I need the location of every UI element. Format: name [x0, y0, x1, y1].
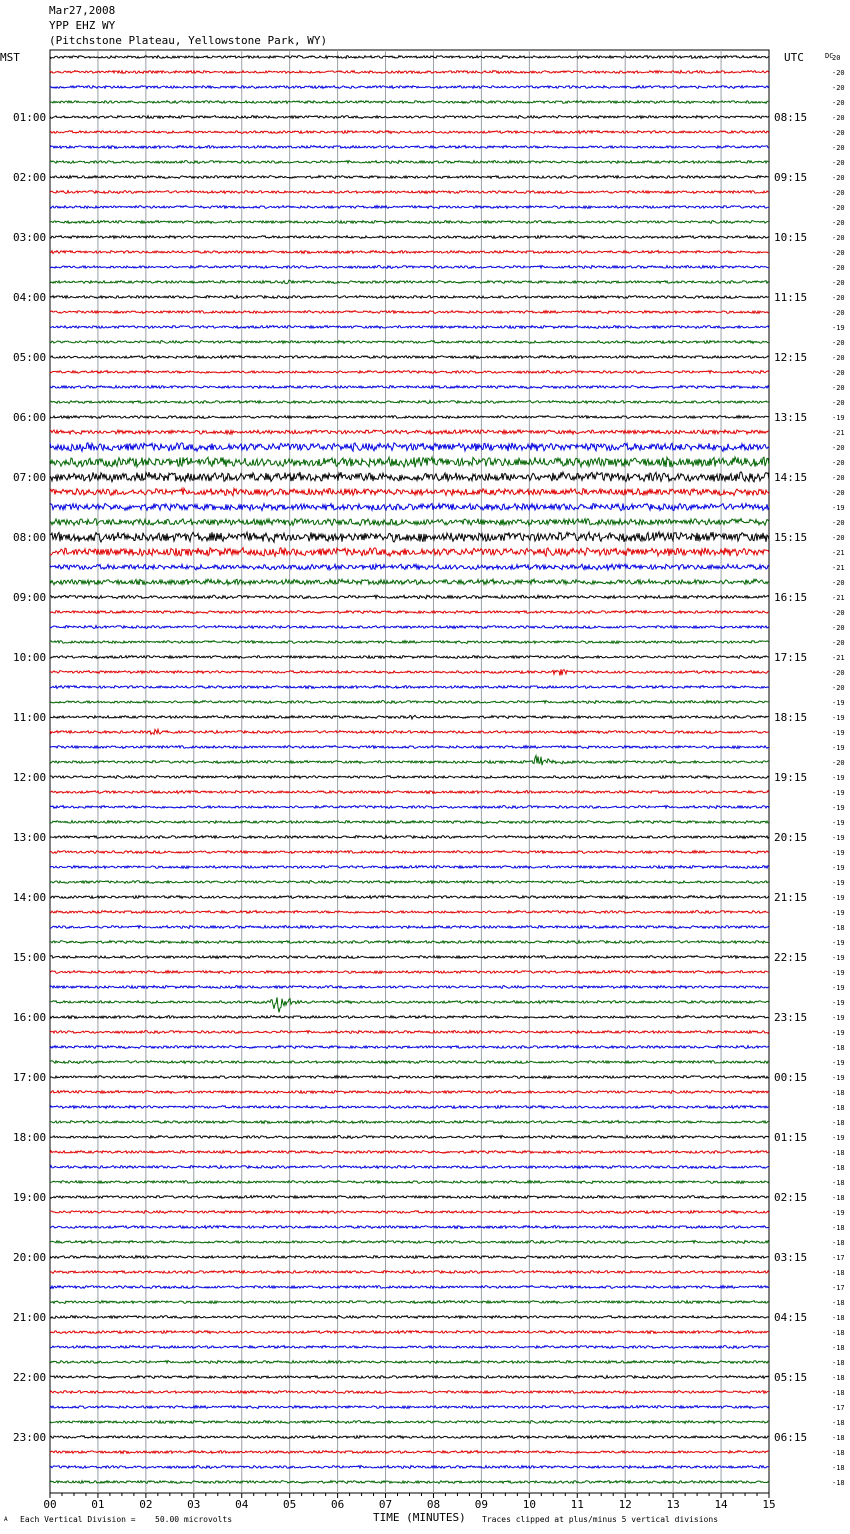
utc-hour-label: 22:15: [774, 951, 808, 964]
dc-offset-value: -18: [832, 1224, 845, 1232]
dc-offset-value: -19: [832, 849, 845, 857]
trace-line: [50, 821, 769, 824]
trace-line: [50, 1286, 769, 1289]
trace-line: [50, 296, 769, 299]
dc-offset-value: -19: [832, 969, 845, 977]
dc-offset-value: -19: [832, 324, 845, 332]
dc-offset-value: -20: [832, 339, 845, 347]
trace-line: [50, 1481, 769, 1484]
dc-offset-value: -20: [832, 474, 845, 482]
dc-offset-value: -20: [832, 579, 845, 587]
utc-hour-label: 04:15: [774, 1311, 808, 1324]
trace-line: [50, 1031, 769, 1034]
dc-offset-value: -19: [832, 834, 845, 842]
trace-line: [50, 1406, 769, 1409]
dc-offset-value: -19: [832, 894, 845, 902]
x-tick-label: 04: [235, 1498, 249, 1511]
dc-offset-value: -19: [832, 954, 845, 962]
dc-offset-value: -20: [832, 129, 845, 137]
dc-offset-value: -20: [832, 99, 845, 107]
dc-offset-value: -20: [832, 384, 845, 392]
mst-hour-label: 23:00: [13, 1431, 47, 1444]
dc-offset-value: -20: [832, 84, 845, 92]
trace-line: [50, 1391, 769, 1394]
dc-offset-value: -18: [832, 1464, 845, 1472]
trace-line: [50, 756, 769, 766]
utc-hour-label: 05:15: [774, 1371, 808, 1384]
trace-line: [50, 1421, 769, 1424]
dc-offset-value: -17: [832, 1284, 845, 1292]
utc-hour-label: 17:15: [774, 651, 808, 664]
trace-line: [50, 564, 769, 570]
utc-hour-label: 21:15: [774, 891, 808, 904]
dc-offset-value: -19: [832, 984, 845, 992]
trace-line: [50, 1346, 769, 1349]
dc-offset-value: -21: [832, 564, 845, 572]
x-tick-label: 02: [139, 1498, 153, 1511]
corner-mark: A: [4, 1516, 8, 1523]
dc-offset-value: -18: [832, 1149, 845, 1157]
dc-offset-value: -17: [832, 1254, 845, 1262]
dc-offset-value: -19: [832, 1059, 845, 1067]
dc-offset-value: -20: [832, 609, 845, 617]
header-date: Mar27,2008: [49, 4, 116, 17]
dc-offset-value: -18: [832, 1239, 845, 1247]
utc-hour-label: 14:15: [774, 471, 808, 484]
mst-hour-label: 15:00: [13, 951, 47, 964]
clip-note: Traces clipped at plus/minus 5 vertical divisions: [482, 1515, 719, 1524]
trace-line: [50, 729, 769, 734]
trace-line: [50, 1211, 769, 1214]
dc-offset-value: -20: [832, 639, 845, 647]
trace-line: [50, 1271, 769, 1274]
dc-offset-value: -20: [832, 144, 845, 152]
utc-hour-label: 09:15: [774, 171, 808, 184]
trace-line: [50, 1256, 769, 1259]
x-tick-label: 09: [474, 1498, 489, 1511]
dc-offset-value: -18: [832, 1374, 845, 1382]
trace-line: [50, 911, 769, 914]
utc-hour-label: 03:15: [774, 1251, 808, 1264]
dc-offset-value: -19: [832, 804, 845, 812]
dc-offset-value: -19: [832, 414, 845, 422]
mst-axis-label: MST: [0, 51, 20, 64]
trace-line: [50, 311, 769, 314]
trace-line: [50, 881, 769, 884]
trace-line: [50, 1376, 769, 1379]
mst-hour-label: 11:00: [13, 711, 47, 724]
mst-hour-label: 13:00: [13, 831, 47, 844]
dc-offset-value: -21: [832, 549, 845, 557]
trace-line: [50, 1061, 769, 1064]
trace-line: [50, 221, 769, 224]
trace-line: [50, 206, 769, 209]
x-tick-label: 00: [43, 1498, 57, 1511]
mst-hour-label: 01:00: [13, 111, 47, 124]
trace-line: [50, 457, 769, 467]
dc-offset-value: -19: [832, 789, 845, 797]
mst-hour-label: 07:00: [13, 471, 47, 484]
x-tick-label: 12: [618, 1498, 632, 1511]
dc-offset-value: -18: [832, 1194, 845, 1202]
mst-hour-label: 18:00: [13, 1131, 47, 1144]
trace-line: [50, 971, 769, 974]
dc-offset-value: -19: [832, 729, 845, 737]
trace-line: [50, 1451, 769, 1454]
mst-hour-label: 20:00: [13, 1251, 47, 1264]
dc-offset-value: -20: [832, 354, 845, 362]
mst-hour-label: 19:00: [13, 1191, 47, 1204]
trace-line: [50, 443, 769, 452]
trace-line: [50, 1196, 769, 1199]
trace-line: [50, 776, 769, 779]
utc-hour-label: 18:15: [774, 711, 808, 724]
trace-line: [50, 806, 769, 809]
scale-value: 50.00 microvolts: [155, 1515, 233, 1524]
dc-offset-value: -20: [832, 309, 845, 317]
mst-hour-label: 16:00: [13, 1011, 47, 1024]
dc-offset-value: -18: [832, 1434, 845, 1442]
dc-offset-value: -20: [832, 444, 845, 452]
utc-hour-label: 15:15: [774, 531, 808, 544]
trace-line: [50, 371, 769, 374]
dc-offset-value: -19: [832, 999, 845, 1007]
utc-hour-label: 20:15: [774, 831, 808, 844]
x-axis-title: TIME (MINUTES): [373, 1511, 466, 1524]
trace-line: [50, 386, 769, 389]
trace-line: [50, 746, 769, 749]
trace-line: [50, 1136, 769, 1139]
dc-offset-value: -20: [832, 264, 845, 272]
trace-line: [50, 656, 769, 659]
mst-hour-label: 06:00: [13, 411, 47, 424]
trace-line: [50, 548, 769, 557]
trace-line: [50, 1016, 769, 1019]
dc-offset-value: -18: [832, 1329, 845, 1337]
trace-line: [50, 611, 769, 614]
trace-line: [50, 1361, 769, 1364]
trace-line: [50, 579, 769, 585]
trace-line: [50, 626, 769, 629]
dc-offset-value: -18: [832, 1359, 845, 1367]
dc-offset-value: -20: [832, 369, 845, 377]
dc-offset-value: -18: [832, 1119, 845, 1127]
dc-offset-value: -20: [832, 399, 845, 407]
trace-line: [50, 956, 769, 959]
trace-line: [50, 926, 769, 929]
dc-offset-value: -18: [832, 1179, 845, 1187]
x-tick-label: 10: [522, 1498, 536, 1511]
dc-offset-value: -21: [832, 594, 845, 602]
trace-line: [50, 504, 769, 511]
dc-offset-value: -19: [832, 504, 845, 512]
dc-offset-value: -18: [832, 1314, 845, 1322]
utc-hour-label: 11:15: [774, 291, 808, 304]
dc-offset-value: -20: [832, 294, 845, 302]
utc-hour-label: 01:15: [774, 1131, 808, 1144]
trace-line: [50, 236, 769, 239]
trace-line: [50, 161, 769, 164]
trace-line: [50, 1241, 769, 1244]
dc-offset-value: -19: [832, 1029, 845, 1037]
x-tick-label: 06: [330, 1498, 345, 1511]
trace-line: [50, 791, 769, 794]
dc-offset-value: -19: [832, 1134, 845, 1142]
dc-offset-value: -20: [832, 219, 845, 227]
trace-line: [50, 715, 769, 719]
trace-line: [50, 1226, 769, 1229]
utc-hour-label: 23:15: [774, 1011, 808, 1024]
dc-offset-value: -20: [832, 519, 845, 527]
x-tick-label: 13: [666, 1498, 680, 1511]
dc-offset-value: -18: [832, 1044, 845, 1052]
trace-line: [50, 1181, 769, 1184]
dc-offset-value: -18: [832, 1089, 845, 1097]
trace-line: [50, 851, 769, 854]
dc-offset-value: -19: [832, 699, 845, 707]
trace-line: [50, 1151, 769, 1154]
trace-line: [50, 1331, 769, 1334]
dc-offset-value: -21: [832, 429, 845, 437]
trace-line: [50, 430, 769, 434]
dc-offset-value: -18: [832, 1164, 845, 1172]
header-station: YPP EHZ WY: [49, 19, 116, 32]
x-tick-label: 05: [283, 1498, 297, 1511]
trace-line: [50, 401, 769, 404]
mst-hour-label: 09:00: [13, 591, 47, 604]
x-tick-label: 01: [91, 1498, 105, 1511]
mst-hour-label: 17:00: [13, 1071, 47, 1084]
trace-line: [50, 251, 769, 254]
trace-line: [50, 191, 769, 194]
utc-hour-label: 08:15: [774, 111, 808, 124]
dc-offset-value: -20: [832, 489, 845, 497]
trace-line: [50, 641, 769, 644]
trace-line: [50, 997, 769, 1012]
header-location: (Pitchstone Plateau, Yellowstone Park, WY): [49, 34, 328, 47]
dc-offset-value: -18: [832, 1389, 845, 1397]
trace-line: [50, 356, 769, 359]
dc-offset-value: -19: [832, 1074, 845, 1082]
trace-line: [50, 326, 769, 329]
trace-line: [50, 488, 769, 495]
mst-hour-label: 12:00: [13, 771, 47, 784]
x-tick-label: 08: [426, 1498, 441, 1511]
dc-offset-value: -17: [832, 1404, 845, 1412]
mst-hour-label: 08:00: [13, 531, 47, 544]
dc-offset-value: -20: [832, 204, 845, 212]
dc-offset-value: -20: [832, 534, 845, 542]
utc-hour-label: 19:15: [774, 771, 808, 784]
dc-offset-value: -19: [832, 939, 845, 947]
dc-offset-value: -19: [832, 864, 845, 872]
utc-hour-label: 16:15: [774, 591, 808, 604]
trace-line: [50, 131, 769, 134]
dc-offset-value: -20: [832, 114, 845, 122]
trace-line: [50, 595, 769, 599]
dc-label: DC: [825, 52, 834, 60]
trace-line: [50, 686, 769, 689]
trace-line: [50, 280, 769, 284]
mst-hour-label: 14:00: [13, 891, 47, 904]
trace-line: [50, 146, 769, 149]
trace-line: [50, 1301, 769, 1304]
trace-line: [50, 116, 769, 119]
trace-line: [50, 866, 769, 869]
trace-line: [50, 896, 769, 899]
trace-line: [50, 1316, 769, 1319]
x-tick-label: 11: [570, 1498, 584, 1511]
dc-offset-value: -20: [832, 684, 845, 692]
dc-offset-value: -18: [832, 1299, 845, 1307]
trace-line: [50, 86, 769, 89]
dc-offset-value: -19: [832, 819, 845, 827]
dc-offset-value: 20: [832, 54, 841, 62]
mst-hour-label: 02:00: [13, 171, 47, 184]
utc-hour-label: 13:15: [774, 411, 808, 424]
mst-hour-label: 05:00: [13, 351, 47, 364]
dc-offset-value: -20: [832, 69, 845, 77]
utc-hour-label: 02:15: [774, 1191, 808, 1204]
dc-offset-value: -19: [832, 909, 845, 917]
trace-line: [50, 472, 769, 482]
dc-offset-value: -19: [832, 744, 845, 752]
trace-line: [50, 1046, 769, 1049]
dc-offset-value: -20: [832, 669, 845, 677]
dc-offset-value: -20: [832, 234, 845, 242]
trace-line: [50, 341, 769, 344]
trace-line: [50, 941, 769, 944]
trace-line: [50, 1091, 769, 1094]
dc-offset-value: -21: [832, 654, 845, 662]
dc-offset-value: -20: [832, 459, 845, 467]
dc-offset-value: -18: [832, 1104, 845, 1112]
trace-line: [50, 669, 769, 675]
trace-line: [50, 836, 769, 839]
trace-line: [50, 101, 769, 104]
trace-line: [50, 416, 769, 419]
utc-hour-label: 00:15: [774, 1071, 808, 1084]
utc-hour-label: 10:15: [774, 231, 808, 244]
trace-line: [50, 1166, 769, 1169]
utc-hour-label: 12:15: [774, 351, 808, 364]
dc-offset-value: -18: [832, 1269, 845, 1277]
scale-prefix: Each Vertical Division =: [20, 1515, 136, 1524]
mst-hour-label: 22:00: [13, 1371, 47, 1384]
dc-offset-value: -18: [832, 924, 845, 932]
dc-offset-value: -20: [832, 159, 845, 167]
trace-line: [50, 266, 769, 269]
dc-offset-value: -19: [832, 1209, 845, 1217]
trace-line: [50, 1121, 769, 1124]
utc-hour-label: 06:15: [774, 1431, 808, 1444]
trace-line: [50, 986, 769, 989]
trace-line: [50, 701, 769, 704]
trace-line: [50, 56, 769, 59]
dc-offset-value: -18: [832, 1449, 845, 1457]
dc-offset-value: -18: [832, 1419, 845, 1427]
x-tick-label: 03: [187, 1498, 201, 1511]
mst-hour-label: 03:00: [13, 231, 47, 244]
trace-line: [50, 1466, 769, 1469]
dc-offset-value: -18: [832, 1479, 845, 1487]
dc-offset-value: -20: [832, 174, 845, 182]
dc-offset-value: -18: [832, 1344, 845, 1352]
mst-hour-label: 04:00: [13, 291, 47, 304]
x-tick-label: 15: [762, 1498, 776, 1511]
dc-offset-value: -20: [832, 759, 845, 767]
dc-offset-value: -20: [832, 279, 845, 287]
x-tick-label: 14: [714, 1498, 728, 1511]
trace-line: [50, 71, 769, 74]
trace-line: [50, 1106, 769, 1109]
dc-offset-value: -19: [832, 879, 845, 887]
trace-line: [50, 519, 769, 526]
dc-offset-value: -19: [832, 1014, 845, 1022]
dc-offset-value: -19: [832, 714, 845, 722]
dc-offset-value: -20: [832, 624, 845, 632]
dc-offset-value: -20: [832, 249, 845, 257]
dc-offset-value: -19: [832, 774, 845, 782]
mst-hour-label: 21:00: [13, 1311, 47, 1324]
mst-hour-label: 10:00: [13, 651, 47, 664]
dc-offset-value: -20: [832, 189, 845, 197]
trace-line: [50, 532, 769, 542]
trace-line: [50, 1436, 769, 1439]
trace-line: [50, 176, 769, 179]
x-tick-label: 07: [378, 1498, 393, 1511]
trace-line: [50, 1076, 769, 1079]
utc-axis-label: UTC: [784, 51, 804, 64]
